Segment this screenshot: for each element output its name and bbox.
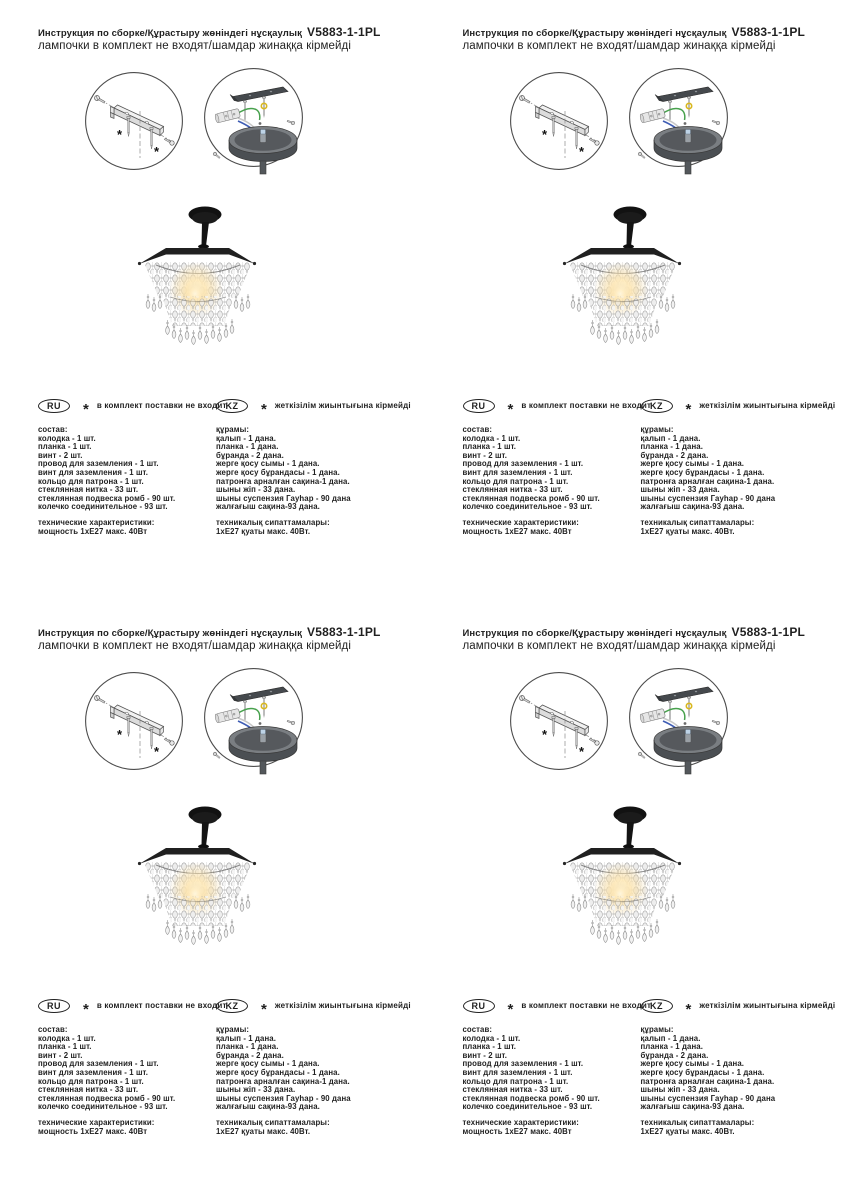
ru-note: в комплект поставки не входит [96, 401, 227, 410]
kz-specs [216, 1119, 416, 1136]
ru-specs [38, 1119, 210, 1136]
bulb-glow-core [606, 281, 634, 307]
list-item: патронға арналған сақина-1 дана. [216, 476, 350, 486]
list-item: стеклянная подвеска ромб - 90 шт. [462, 1093, 600, 1103]
list-title: состав: [462, 425, 493, 434]
wiring-diagram [628, 67, 729, 177]
canopy-mount [613, 207, 646, 254]
hexagonal-frame [564, 848, 680, 864]
list-item: колечко соединительное - 93 шт. [38, 1102, 168, 1112]
bulb-glow-core [181, 881, 209, 907]
frame-bead [677, 262, 680, 265]
ru-specs [463, 519, 635, 536]
page-title [463, 25, 838, 39]
list-item: винт - 2 шт. [38, 1050, 83, 1060]
list-item: стеклянная подвеска ромб - 90 шт. [38, 1093, 176, 1103]
list-item: планка - 1 дана. [640, 442, 703, 452]
list-item: планка - 1 шт. [462, 1042, 517, 1052]
list-item: шыны суспензия Гауһар - 90 дана [640, 493, 776, 503]
wiring-diagram [628, 667, 729, 777]
specs-value: мощность 1хЕ27 макс. 40Вт [38, 1126, 148, 1136]
frame-bead [562, 262, 565, 265]
list-item: кольцо для патрона - 1 шт. [462, 476, 569, 486]
bracket-diagram [84, 671, 184, 771]
panel-header [463, 625, 838, 652]
list-item: жерге қосу сымы - 1 дана. [640, 459, 745, 469]
model-number: V5883-1-1PL [307, 25, 381, 39]
ru-badge: RU [38, 999, 70, 1013]
kz-badge-row: KZ * жеткізілім жиынтығына кірмейді [216, 998, 416, 1013]
instruction-panel [0, 600, 425, 1200]
asterisk-mark: * [578, 144, 584, 159]
list-item: провод для заземления - 1 шт. [38, 1059, 159, 1069]
list-item: шыны жіп - 33 дана. [640, 1085, 720, 1095]
specs-value: мощность 1хЕ27 макс. 40Вт [462, 1126, 572, 1136]
chandelier-photo [136, 202, 260, 347]
list-item: шыны жіп - 33 дана. [216, 485, 296, 495]
list-item: шыны суспензия Гауһар - 90 дана [216, 1093, 351, 1103]
list-item: винт для заземления - 1 шт. [38, 1067, 149, 1077]
list-item: стеклянная нитка - 33 шт. [462, 1085, 563, 1095]
ru-section [462, 398, 652, 536]
list-item: провод для заземления - 1 шт. [462, 1059, 584, 1069]
instruction-panel [425, 600, 849, 1200]
list-item: стеклянная нитка - 33 шт. [38, 485, 139, 495]
asterisk-mark: * [578, 744, 584, 759]
ru-parts-list [463, 1026, 635, 1112]
ru-parts-list [38, 426, 210, 512]
title-text: Инструкция по сборке/Құрастыру жөніндегі нұсқаулық [38, 628, 302, 639]
list-item: провод для заземления - 1 шт. [38, 459, 159, 469]
chandelier-photo [136, 802, 260, 947]
asterisk-mark: * [117, 727, 123, 742]
list-item: колодка - 1 шт. [462, 433, 521, 443]
list-item: винт для заземления - 1 шт. [38, 467, 149, 477]
ru-badge-row: RU * в комплект поставки не входит [38, 998, 210, 1013]
frame-bead [562, 862, 565, 865]
list-item: жалғағыш сақина-93 дана. [216, 502, 320, 512]
kz-section [216, 398, 416, 536]
panel-header [38, 625, 413, 652]
list-item: шыны суспензия Гауһар - 90 дана [640, 1093, 776, 1103]
list-item: винт для заземления - 1 шт. [462, 1067, 573, 1077]
bulb-glow-core [606, 881, 634, 907]
ru-parts-list [463, 426, 635, 512]
ru-specs [463, 1119, 635, 1136]
list-item: қалып - 1 дана. [640, 433, 701, 443]
list-item: стеклянная нитка - 33 шт. [38, 1085, 139, 1095]
asterisk-mark: * [154, 744, 160, 759]
canopy-icon [654, 127, 722, 175]
kz-specs [216, 519, 416, 536]
chandelier-photo [561, 802, 685, 947]
ru-badge: RU [38, 399, 70, 413]
list-title: құрамы: [640, 425, 674, 434]
instruction-panel [425, 0, 849, 600]
list-item: жерге қосу сымы - 1 дана. [640, 1059, 745, 1069]
bracket-diagram [84, 71, 184, 171]
ru-badge-row: RU * в комплект поставки не входит [38, 398, 210, 413]
ru-section [38, 998, 227, 1136]
title-text: Инструкция по сборке/Құрастыру жөніндегі нұсқаулық [462, 628, 727, 639]
list-item: шыны жіп - 33 дана. [640, 485, 720, 495]
list-item: планка - 1 дана. [640, 1042, 703, 1052]
wiring-diagram [203, 667, 304, 777]
bulb-glow-core [181, 281, 209, 307]
canopy-icon [229, 727, 297, 775]
kz-note: жеткізілім жиынтығына кірмейді [274, 401, 411, 410]
subtitle: лампочки в комплект не входят/шамдар жинаққа кірмейді [38, 640, 351, 652]
list-item: жерге қосу бұрандасы - 1 дана. [216, 467, 340, 477]
list-item: жерге қосу бұрандасы - 1 дана. [216, 1067, 340, 1077]
specs-title: техникалық сипаттамалары: [216, 517, 330, 527]
kz-badge: KZ [641, 999, 673, 1013]
list-item: қалып - 1 дана. [640, 1033, 701, 1043]
ground-screw-icon [259, 122, 262, 125]
ru-note: в комплект поставки не входит [521, 1001, 652, 1010]
list-item: стеклянная подвеска ромб - 90 шт. [462, 493, 600, 503]
list-item: кольцо для патрона - 1 шт. [462, 1076, 569, 1086]
list-item: планка - 1 шт. [38, 1042, 92, 1052]
list-item: жерге қосу сымы - 1 дана. [216, 1059, 320, 1069]
ru-parts-list [38, 1026, 210, 1112]
list-item: стеклянная подвеска ромб - 90 шт. [38, 493, 176, 503]
kz-parts-list [216, 426, 416, 512]
list-item: жерге қосу бұрандасы - 1 дана. [640, 467, 765, 477]
ru-section [38, 398, 227, 536]
list-title: құрамы: [640, 1025, 674, 1034]
kz-section [641, 398, 841, 536]
frame-bead [677, 862, 680, 865]
kz-badge-row: KZ * жеткізілім жиынтығына кірмейді [216, 398, 416, 413]
frame-bead [138, 862, 141, 865]
kz-note: жеткізілім жиынтығына кірмейді [699, 1001, 836, 1010]
bracket-diagram [509, 671, 609, 771]
ground-screw-icon [683, 722, 686, 725]
list-item: колечко соединительное - 93 шт. [38, 502, 168, 512]
kz-badge: KZ [216, 999, 248, 1013]
ru-badge: RU [463, 399, 495, 413]
list-item: колечко соединительное - 93 шт. [462, 502, 593, 512]
chandelier-photo [561, 202, 685, 347]
list-item: колодка - 1 шт. [462, 1033, 521, 1043]
kz-badge: KZ [641, 399, 673, 413]
list-item: колечко соединительное - 93 шт. [462, 1102, 593, 1112]
list-item: планка - 1 шт. [462, 442, 517, 452]
bracket-diagram [509, 71, 609, 171]
canopy-mount [189, 807, 222, 854]
asterisk-mark: * [117, 127, 123, 142]
list-item: бұранда - 2 дана. [640, 1050, 709, 1060]
specs-value: мощность 1хЕ27 макс. 40Вт [462, 526, 572, 536]
specs-title: технические характеристики: [38, 1117, 155, 1127]
list-item: винт - 2 шт. [38, 450, 83, 460]
canopy-mount [613, 807, 646, 854]
hexagonal-frame [139, 848, 255, 864]
list-item: шыны суспензия Гауһар - 90 дана [216, 493, 351, 503]
list-title: құрамы: [216, 1025, 250, 1034]
specs-value: 1хЕ27 қуаты макс. 40Вт. [640, 526, 735, 536]
list-item: колодка - 1 шт. [38, 433, 96, 443]
kz-parts-list [641, 1026, 841, 1112]
title-text: Инструкция по сборке/Құрастыру жөніндегі нұсқаулық [462, 28, 727, 39]
specs-title: технические характеристики: [462, 517, 580, 527]
subtitle: лампочки в комплект не входят/шамдар жинаққа кірмейді [38, 40, 351, 52]
kz-note: жеткізілім жиынтығына кірмейді [699, 401, 836, 410]
wiring-diagram [203, 67, 304, 177]
specs-title: техникалық сипаттамалары: [640, 517, 755, 527]
list-item: патронға арналған сақина-1 дана. [640, 476, 775, 486]
list-item: планка - 1 шт. [38, 442, 92, 452]
kz-specs [641, 519, 841, 536]
ru-note: в комплект поставки не входит [521, 401, 652, 410]
list-item: патронға арналған сақина-1 дана. [216, 1076, 350, 1086]
list-item: колодка - 1 шт. [38, 1033, 96, 1043]
model-number: V5883-1-1PL [731, 25, 806, 39]
specs-title: техникалық сипаттамалары: [640, 1117, 755, 1127]
ru-badge-row: RU * в комплект поставки не входит [463, 398, 635, 413]
specs-value: 1хЕ27 қуаты макс. 40Вт. [216, 1126, 311, 1136]
hexagonal-frame [139, 248, 255, 264]
list-item: жалғағыш сақина-93 дана. [640, 502, 745, 512]
kz-badge-row: KZ * жеткізілім жиынтығына кірмейді [641, 998, 841, 1013]
model-number: V5883-1-1PL [731, 625, 806, 639]
list-item: планка - 1 дана. [216, 442, 279, 452]
frame-bead [253, 262, 256, 265]
asterisk-mark: * [541, 127, 547, 142]
specs-value: 1хЕ27 қуаты макс. 40Вт. [216, 526, 311, 536]
ru-badge: RU [463, 999, 495, 1013]
specs-title: технические характеристики: [462, 1117, 580, 1127]
list-item: жерге қосу бұрандасы - 1 дана. [640, 1067, 765, 1077]
frame-bead [138, 262, 141, 265]
kz-parts-list [641, 426, 841, 512]
list-item: қалып - 1 дана. [216, 433, 276, 443]
kz-parts-list [216, 1026, 416, 1112]
list-item: бұранда - 2 дана. [216, 450, 284, 460]
ground-screw-icon [259, 722, 262, 725]
list-item: кольцо для патрона - 1 шт. [38, 476, 144, 486]
list-item: кольцо для патрона - 1 шт. [38, 1076, 144, 1086]
panel-header [463, 25, 838, 52]
specs-value: 1хЕ27 қуаты макс. 40Вт. [640, 1126, 735, 1136]
asterisk-mark: * [541, 727, 547, 742]
page-title [38, 25, 413, 39]
frame-bead [253, 862, 256, 865]
page-title [38, 625, 413, 639]
title-text: Инструкция по сборке/Құрастыру жөніндегі нұсқаулық [38, 28, 302, 39]
specs-title: технические характеристики: [38, 517, 155, 527]
ru-section [462, 998, 652, 1136]
list-title: состав: [38, 425, 68, 434]
list-item: жерге қосу сымы - 1 дана. [216, 459, 320, 469]
ground-screw-icon [683, 122, 686, 125]
specs-value: мощность 1хЕ27 макс. 40Вт [38, 526, 148, 536]
instruction-panel [0, 0, 425, 600]
kz-badge: KZ [216, 399, 248, 413]
panel-header [38, 25, 413, 52]
list-item: винт - 2 шт. [462, 450, 508, 460]
specs-title: техникалық сипаттамалары: [216, 1117, 330, 1127]
list-title: құрамы: [216, 425, 250, 434]
ru-note: в комплект поставки не входит [96, 1001, 227, 1010]
list-item: бұранда - 2 дана. [640, 450, 709, 460]
subtitle: лампочки в комплект не входят/шамдар жинаққа кірмейді [462, 640, 776, 652]
list-item: қалып - 1 дана. [216, 1033, 276, 1043]
ru-badge-row: RU * в комплект поставки не входит [463, 998, 635, 1013]
asterisk-mark: * [154, 144, 160, 159]
kz-section [641, 998, 841, 1136]
list-item: бұранда - 2 дана. [216, 1050, 284, 1060]
kz-specs [641, 1119, 841, 1136]
list-title: состав: [38, 1025, 68, 1034]
list-item: планка - 1 дана. [216, 1042, 279, 1052]
subtitle: лампочки в комплект не входят/шамдар жинаққа кірмейді [462, 40, 776, 52]
list-item: шыны жіп - 33 дана. [216, 1085, 296, 1095]
hexagonal-frame [564, 248, 680, 264]
model-number: V5883-1-1PL [307, 625, 381, 639]
list-item: винт - 2 шт. [462, 1050, 508, 1060]
list-title: состав: [462, 1025, 493, 1034]
list-item: провод для заземления - 1 шт. [462, 459, 584, 469]
canopy-mount [189, 207, 222, 254]
canopy-icon [229, 127, 297, 175]
kz-badge-row: KZ * жеткізілім жиынтығына кірмейді [641, 398, 841, 413]
list-item: жалғағыш сақина-93 дана. [216, 1102, 320, 1112]
ru-specs [38, 519, 210, 536]
kz-section [216, 998, 416, 1136]
list-item: стеклянная нитка - 33 шт. [462, 485, 563, 495]
list-item: патронға арналған сақина-1 дана. [640, 1076, 775, 1086]
kz-note: жеткізілім жиынтығына кірмейді [274, 1001, 411, 1010]
canopy-icon [654, 727, 722, 775]
page-title [463, 625, 838, 639]
list-item: жалғағыш сақина-93 дана. [640, 1102, 745, 1112]
list-item: винт для заземления - 1 шт. [462, 467, 573, 477]
